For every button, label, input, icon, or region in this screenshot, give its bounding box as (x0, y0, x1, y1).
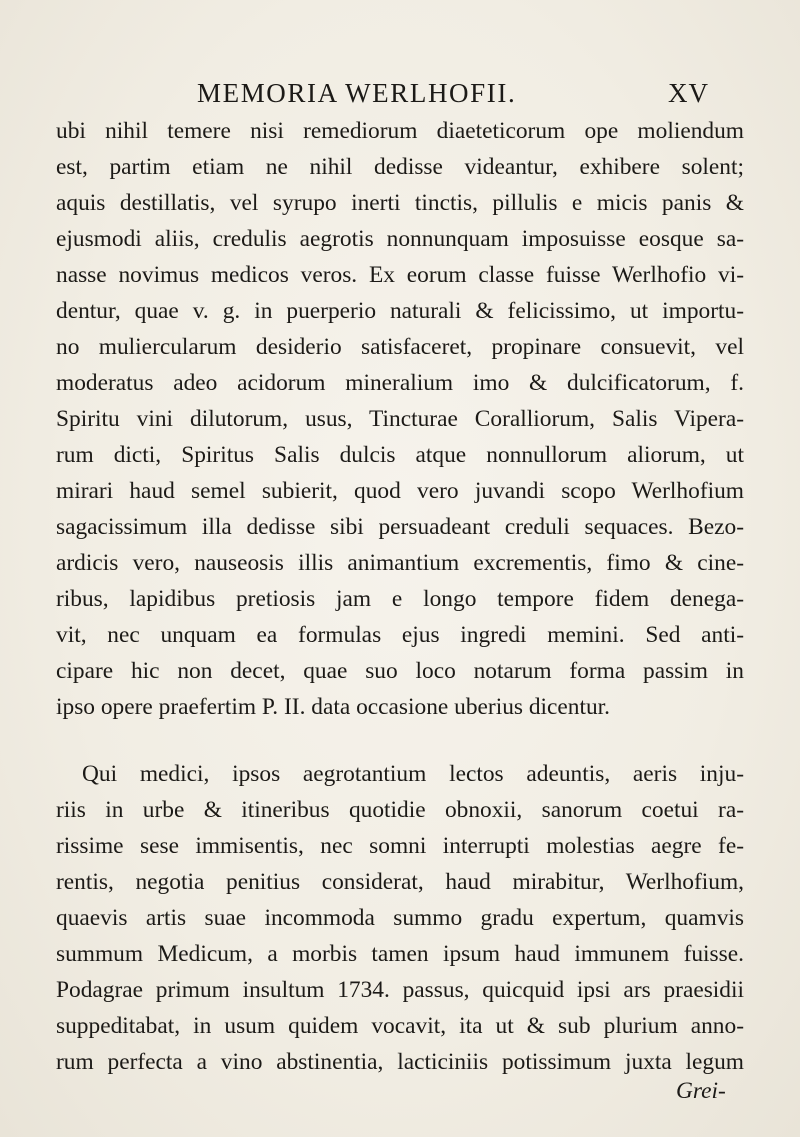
text-line: vit, nec unquam ea formulas ejus ingredi memini. Sed anti- (56, 622, 744, 648)
text-line: Podagrae primum insultum 1734. passus, quicquid ipsi ars praesidii (56, 977, 744, 1003)
text-line: suppeditabat, in usum quidem vocavit, ita ut & sub plurium anno- (56, 1013, 744, 1039)
text-line: moderatus adeo acidorum mineralium imo & dulcificatorum, f. (56, 370, 744, 396)
catchword: Grei- (676, 1078, 726, 1104)
running-head (0, 78, 800, 112)
text-line: ipso opere praefertim P. II. data occasione uberius dicentur. (56, 694, 611, 720)
text-line: rentis, negotia penitius considerat, haud mirabitur, Werlhofium, (56, 869, 744, 895)
text-line: sagacissimum illa dedisse sibi persuadeant creduli sequaces. Bezo- (56, 514, 744, 540)
text-line: ardicis vero, nauseosis illis animantium excrementis, fimo & cine- (56, 550, 744, 576)
text-line: est, partim etiam ne nihil dedisse videantur, exhibere solent; (56, 154, 744, 180)
text-line: Qui medici, ipsos aegrotantium lectos adeuntis, aeris inju- (82, 761, 744, 787)
page-number: XV (668, 78, 709, 108)
text-line: ubi nihil temere nisi remediorum diaeteticorum ope moliendum (56, 118, 744, 144)
text-line: rissime sese immisentis, nec somni interrupti molestias aegre fe- (56, 833, 744, 859)
text-line: nasse novimus medicos veros. Ex eorum classe fuisse Werlhofio vi- (56, 262, 744, 288)
text-line: mirari haud semel subierit, quod vero juvandi scopo Werlhofium (56, 478, 744, 504)
text-line: riis in urbe & itineribus quotidie obnoxii, sanorum coetui ra- (56, 797, 744, 823)
text-line: cipare hic non decet, quae suo loco notarum forma passim in (56, 658, 744, 684)
text-line: no muliercularum desiderio satisfaceret, propinare consuevit, vel (56, 334, 744, 360)
text-line: quaevis artis suae incommoda summo gradu expertum, quamvis (56, 905, 744, 931)
running-title: MEMORIA WERLHOFII. (197, 78, 517, 108)
text-line: rum perfecta a vino abstinentia, lacticiniis potissimum juxta legum (56, 1049, 744, 1075)
text-line: summum Medicum, a morbis tamen ipsum haud immunem fuisse. (56, 941, 744, 967)
text-line: dentur, quae v. g. in puerperio naturali & felicissimo, ut importu- (56, 298, 744, 324)
text-line: aquis destillatis, vel syrupo inerti tinctis, pillulis e micis panis & (56, 190, 744, 216)
text-line: ejusmodi aliis, credulis aegrotis nonnunquam imposuisse eosque sa- (56, 226, 744, 252)
text-line: ribus, lapidibus pretiosis jam e longo tempore fidem denega- (56, 586, 744, 612)
text-line: Spiritu vini dilutorum, usus, Tincturae Coralliorum, Salis Vipera- (56, 406, 744, 432)
text-line: rum dicti, Spiritus Salis dulcis atque nonnullorum aliorum, ut (56, 442, 744, 468)
